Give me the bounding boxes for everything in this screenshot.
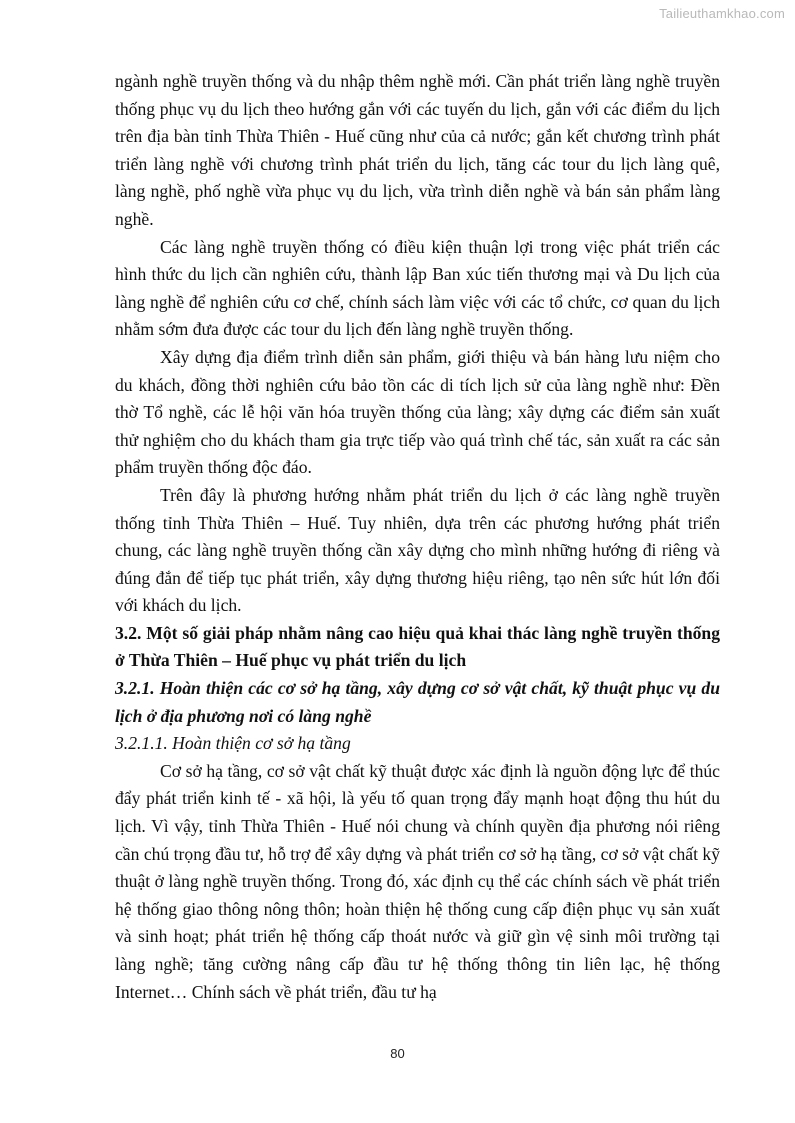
- paragraph-tourism-promotion: Các làng nghề truyền thống có điều kiện thuận lợi trong việc phát triển các hình thức du lịch cần nghiên cứu, thành lập Ban xúc tiến thương mại và Du lịch của làng nghề để nghiên cứu cơ chế, chính sách làm việc với các tổ chức, cơ quan du lịch nhằm sớm đưa được các tour du lịch đến làng nghề truyền thống.: [115, 236, 720, 340]
- paragraph-exhibition-sites: Xây dựng địa điểm trình diễn sản phẩm, giới thiệu và bán hàng lưu niệm cho du khách, đồng thời nghiên cứu bảo tồn các di tích lịch sử của làng nghề như: Đền thờ Tổ nghề, các lễ hội văn hóa truyền thống của làng; xây dựng các điểm sản xuất thử nghiệm cho du khách tham gia trực tiếp vào quá trình chế tác, sản xuất ra các sản phẩm truyền thống độc đáo.: [115, 346, 720, 478]
- section-heading-3-2: 3.2. Một số giải pháp nhằm nâng cao hiệu quả khai thác làng nghề truyền thống ở Thừa Thiên – Huế phục vụ phát triển du lịch: [115, 622, 720, 671]
- paragraph-direction-summary: Trên đây là phương hướng nhằm phát triển du lịch ở các làng nghề truyền thống tỉnh Thừa Thiên – Huế. Tuy nhiên, dựa trên các phương hướng phát triển chung, các làng nghề truyền thống cần xây dựng cho mình những hướng đi riêng và đúng đắn để tiếp tục phát triển, xây dựng thương hiệu riêng, tạo nên sức hút lớn đối với khách du lịch.: [115, 484, 720, 616]
- section-heading-3-2-1-1: 3.2.1.1. Hoàn thiện cơ sở hạ tầng: [115, 733, 351, 754]
- section-heading-3-2-1: 3.2.1. Hoàn thiện các cơ sở hạ tầng, xây dựng cơ sở vật chất, kỹ thuật phục vụ du lịch ở địa phương nơi có làng nghề: [115, 678, 720, 726]
- paragraph-infrastructure: Cơ sở hạ tầng, cơ sở vật chất kỹ thuật được xác định là nguồn động lực để thúc đẩy phát triển kinh tế - xã hội, là yếu tố quan trọng đẩy mạnh hoạt động thu hút du lịch. Vì vậy, tỉnh Thừa Thiên - Huế nói chung và chính quyền địa phương nói riêng cần chú trọng đầu tư, hỗ trợ để xây dựng và phát triển cơ sở hạ tầng, cơ sở vật chất kỹ thuật ở làng nghề truyền thống. Trong đó, xác định cụ thể các chính sách về phát triển hệ thống giao thông nông thôn; hoàn thiện hệ thống cung cấp điện phục vụ sản xuất và sinh hoạt; phát triển hệ thống cấp thoát nước và giữ gìn vệ sinh môi trường tại làng nghề; tăng cường nâng cấp đầu tư hệ thống thông tin liên lạc, hệ thống Internet… Chính sách về phát triển, đầu tư hạ: [115, 760, 720, 1002]
- page-number: 80: [390, 1046, 405, 1061]
- paragraph-continued: ngành nghề truyền thống và du nhập thêm nghề mới. Cần phát triển làng nghề truyền thống phục vụ du lịch theo hướng gắn với các tuyến du lịch, gắn với các điểm du lịch trên địa bàn tỉnh Thừa Thiên - Huế cũng như của cả nước; gắn kết chương trình phát triển làng nghề với chương trình phát triển du lịch, tăng các tour du lịch làng quê, làng nghề, phố nghề vừa phục vụ du lịch, vừa trình diễn nghề và bán sản phẩm làng nghề.: [115, 71, 720, 229]
- watermark-text: Tailieuthamkhao.com: [659, 6, 785, 21]
- document-body: [115, 68, 720, 1006]
